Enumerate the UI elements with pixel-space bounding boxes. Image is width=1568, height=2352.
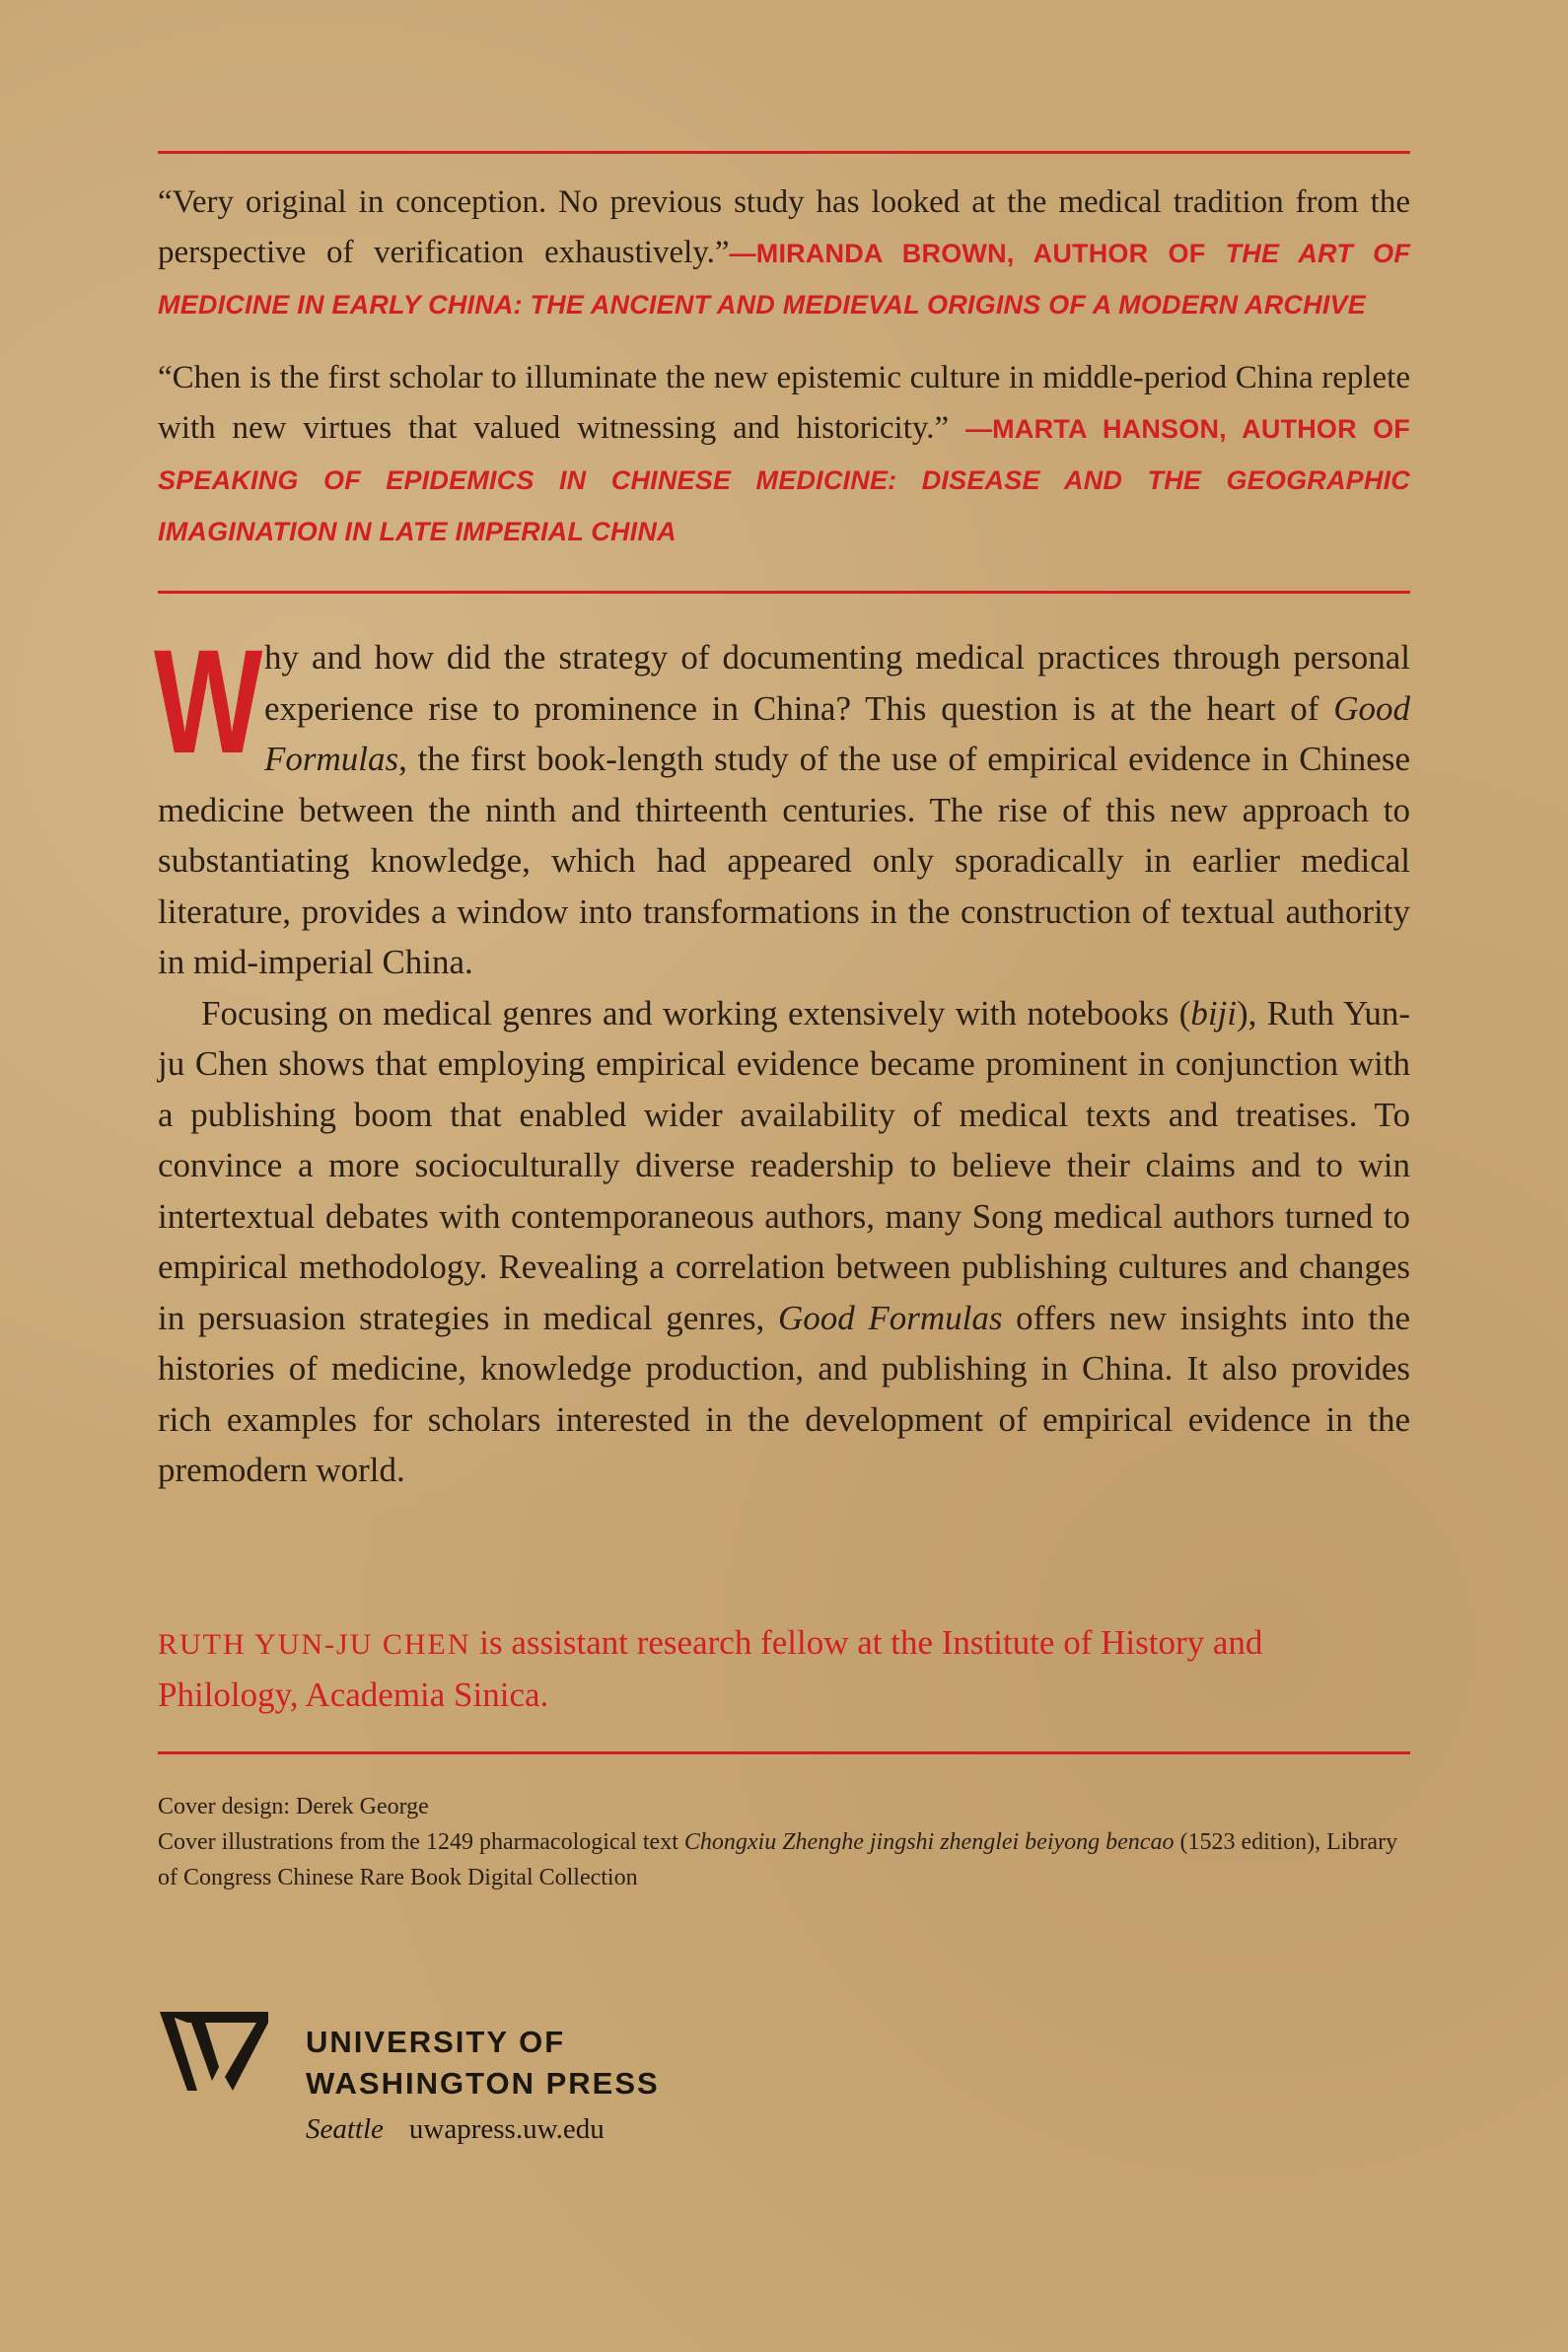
blurb-1-attribution: —MIRANDA BROWN, AUTHOR OF THE ART OF MEDICINE IN EARLY CHINA: THE ANCIENT AND MEDIEVAL ORIGINS OF A MODERN ARCHIVE bbox=[158, 239, 1411, 320]
publisher-name bbox=[306, 2022, 660, 2104]
publisher-line-1: UNIVERSITY OF bbox=[306, 2025, 566, 2059]
publisher-location bbox=[306, 2113, 605, 2146]
blurb-1 bbox=[158, 178, 1410, 330]
description-paragraph-1: Why and how did the strategy of documenting medical practices through personal experience rise to prominence in China? This question is at the heart of Good Formulas, the first book-length study of the use of empirical evidence in Chinese medicine between the ninth and thirteenth centuries. The rise of this new approach to substantiating knowledge, which had appeared only sporadically in earlier medical literature, provides a window into transformations in the construction of textual authority in mid-imperial China. bbox=[154, 618, 1410, 981]
publisher-url: uwapress.uw.edu bbox=[408, 2113, 605, 2145]
drop-cap: W bbox=[154, 618, 263, 784]
bottom-rule bbox=[158, 1751, 1410, 1754]
blurb-1-book-title: THE ART OF MEDICINE IN EARLY CHINA: THE ANCIENT AND MEDIEVAL ORIGINS OF A MODERN ARCHIVE bbox=[158, 239, 1411, 320]
cover-credits bbox=[158, 1789, 1410, 1895]
cover-design-credit: Cover design: Derek George bbox=[158, 1794, 429, 1819]
publisher-line-2: WASHINGTON PRESS bbox=[306, 2066, 660, 2101]
author-name: RUTH YUN-JU CHEN bbox=[158, 1628, 471, 1661]
blurb-1-text: “Very original in conception. No previous study has looked at the medical tradition from the perspective of verification exhaustively.” bbox=[158, 184, 1410, 270]
cover-illustration-credit: Cover illustrations from the 1249 pharmacological text Chongxiu Zhenghe jingshi zhenglei beiyong bencao (1523 edition), Library of Congress Chinese Rare Book Digital Collection bbox=[158, 1829, 1398, 1890]
book-description bbox=[154, 618, 1411, 1496]
author-bio bbox=[158, 1617, 1410, 1720]
blurb-2-book-title: SPEAKING OF EPIDEMICS IN CHINESE MEDICINE: DISEASE AND THE GEOGRAPHIC IMAGINATION IN LATE IMPERIAL CHINA bbox=[158, 465, 1410, 546]
mid-rule bbox=[158, 591, 1410, 594]
blurb-2-text: “Chen is the first scholar to illuminate the new epistemic culture in middle-period China replete with new virtues that valued witnessing and historicity.” bbox=[158, 360, 1410, 446]
publisher-city: Seattle bbox=[306, 2113, 384, 2145]
description-paragraph-2: Focusing on medical genres and working extensively with notebooks (biji), Ruth Yun-ju Chen shows that employing empirical evidence became prominent in conjunction with a publishing boom that enabled wider availability of medical texts and treatises. To convince a more socioculturally diverse readership to believe their claims and to win intertextual debates with contemporaneous authors, many Song medical authors turned to empirical methodology. Revealing a correlation between publishing cultures and changes in persuasion strategies in medical genres, Good Formulas offers new insights into the histories of medicine, knowledge production, and publishing in China. It also provides rich examples for scholars interested in the development of empirical evidence in the premodern world. bbox=[158, 993, 1411, 1489]
blurb-2 bbox=[158, 353, 1410, 557]
uw-press-logo-icon bbox=[158, 2008, 276, 2097]
author-bio-text: is assistant research fellow at the Institute of History and Philology, Academia Sinica. bbox=[158, 1623, 1263, 1714]
blurb-2-attribution: —MARTA HANSON, AUTHOR OF SPEAKING OF EPIDEMICS IN CHINESE MEDICINE: DISEASE AND THE GEOGRAPHIC IMAGINATION IN LATE IMPERIAL CHINA bbox=[158, 414, 1411, 546]
top-rule bbox=[158, 151, 1410, 154]
back-cover bbox=[154, 0, 1411, 2352]
